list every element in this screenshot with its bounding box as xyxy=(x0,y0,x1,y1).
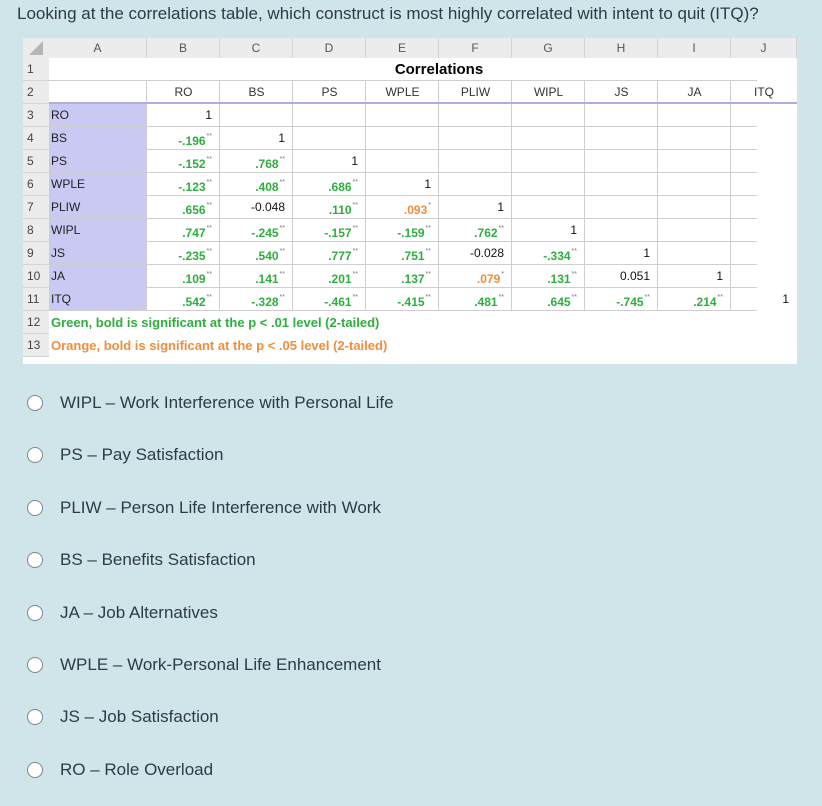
correlation-value: 1 xyxy=(782,292,789,306)
correlation-cell[interactable] xyxy=(512,219,577,242)
significance-marker: ** xyxy=(498,294,504,301)
column-header[interactable]: B xyxy=(147,38,220,58)
significance-marker: ** xyxy=(352,294,358,301)
column-header[interactable]: A xyxy=(49,38,147,58)
correlation-value: -.461 xyxy=(324,295,352,309)
radio-button[interactable] xyxy=(27,762,43,778)
correlation-cell[interactable] xyxy=(366,196,431,219)
row-header[interactable]: 1 xyxy=(23,58,49,81)
correlation-value: .408 xyxy=(255,180,279,194)
row-label[interactable]: PLIW xyxy=(51,200,81,214)
correlations-spreadsheet-image xyxy=(23,38,797,364)
column-header[interactable]: E xyxy=(366,38,439,58)
correlation-value: -.235 xyxy=(178,249,206,263)
row-header[interactable]: 5 xyxy=(23,150,49,173)
column-header[interactable]: H xyxy=(585,38,658,58)
correlation-cell[interactable] xyxy=(147,196,212,219)
row-header[interactable]: 8 xyxy=(23,219,49,242)
correlation-cell[interactable] xyxy=(147,173,212,196)
answer-option[interactable] xyxy=(27,442,527,468)
correlation-cell[interactable] xyxy=(147,150,212,173)
correlation-value: -.745 xyxy=(616,295,644,309)
column-label[interactable]: JA xyxy=(687,85,702,99)
correlation-value: .079 xyxy=(476,272,501,286)
correlation-value: .137 xyxy=(401,272,425,286)
question-text: Looking at the correlations table, which construct is most highly correlated with intent to quit (ITQ)? xyxy=(17,4,759,23)
correlation-cell[interactable] xyxy=(293,196,358,219)
correlation-value: .645 xyxy=(547,295,571,309)
row-label[interactable]: WPLE xyxy=(51,177,86,191)
correlation-cell[interactable] xyxy=(147,265,212,288)
significance-marker: ** xyxy=(206,225,212,232)
correlation-cell[interactable] xyxy=(585,288,650,311)
correlation-value: -.152 xyxy=(178,157,206,171)
correlation-value: .656 xyxy=(182,203,206,217)
correlation-cell[interactable] xyxy=(147,288,212,311)
row-label[interactable]: PS xyxy=(51,154,68,168)
significance-marker: ** xyxy=(279,271,285,278)
correlation-cell[interactable] xyxy=(147,104,212,127)
correlation-cell[interactable] xyxy=(220,265,285,288)
correlation-cell[interactable] xyxy=(220,288,285,311)
significance-marker: ** xyxy=(717,294,723,301)
correlation-value: .768 xyxy=(255,157,279,171)
answer-option-label[interactable]: RO – Role Overload xyxy=(60,760,214,779)
significance-marker: ** xyxy=(352,202,358,209)
correlation-value: .131 xyxy=(547,272,571,286)
row-label[interactable]: RO xyxy=(51,108,69,122)
correlation-cell[interactable] xyxy=(220,150,285,173)
correlation-value: .141 xyxy=(255,272,279,286)
row-label[interactable]: BS xyxy=(51,131,68,145)
correlation-value: 1 xyxy=(424,177,431,191)
significance-marker: ** xyxy=(206,133,212,140)
column-header[interactable]: D xyxy=(293,38,366,58)
correlation-value: .542 xyxy=(182,295,206,309)
answer-option[interactable] xyxy=(27,652,527,678)
significance-marker: ** xyxy=(206,179,212,186)
answer-option-label[interactable]: PS – Pay Satisfaction xyxy=(60,445,224,464)
correlation-cell[interactable] xyxy=(439,242,504,265)
row-label[interactable]: WIPL xyxy=(51,223,81,237)
correlation-value: .201 xyxy=(328,272,352,286)
column-header[interactable]: J xyxy=(731,38,797,58)
significance-note-green: Green, bold is significant at the p < .01 level (2-tailed) xyxy=(51,315,380,330)
correlation-cell[interactable] xyxy=(366,219,431,242)
row-header[interactable]: 6 xyxy=(23,173,49,196)
correlation-value: .540 xyxy=(255,249,279,263)
answer-option[interactable] xyxy=(27,757,527,783)
row-header[interactable]: 4 xyxy=(23,127,49,150)
column-label[interactable]: RO xyxy=(174,85,193,99)
radio-button[interactable] xyxy=(27,605,43,621)
grid-line xyxy=(730,81,731,311)
correlation-cell[interactable] xyxy=(439,196,504,219)
correlation-cell[interactable] xyxy=(585,242,650,265)
column-label[interactable]: BS xyxy=(248,85,265,99)
significance-marker: ** xyxy=(206,156,212,163)
correlation-cell[interactable] xyxy=(147,219,212,242)
correlation-value: -.157 xyxy=(324,226,352,240)
radio-button[interactable] xyxy=(27,552,43,568)
significance-marker: ** xyxy=(352,179,358,186)
correlation-value: -.123 xyxy=(178,180,206,194)
correlation-value: .214 xyxy=(693,295,717,309)
column-label[interactable]: WPLE xyxy=(385,85,420,99)
correlation-value: 1 xyxy=(643,246,650,260)
column-label[interactable]: WIPL xyxy=(533,85,564,99)
row-header[interactable]: 7 xyxy=(23,196,49,219)
significance-marker: ** xyxy=(206,294,212,301)
correlation-value: 0.051 xyxy=(619,269,650,283)
correlation-cell[interactable] xyxy=(293,265,358,288)
answer-option-label[interactable]: WIPL – Work Interference with Personal Life xyxy=(60,393,394,412)
answer-option-label[interactable]: WPLE – Work-Personal Life Enhancement xyxy=(60,655,381,674)
correlation-cell[interactable] xyxy=(658,288,723,311)
correlation-value: -.196 xyxy=(178,134,206,148)
row-label[interactable]: JS xyxy=(51,246,66,260)
answer-option-label[interactable]: JS – Job Satisfaction xyxy=(60,707,219,726)
select-all-corner[interactable] xyxy=(23,38,49,58)
correlation-value: -0.028 xyxy=(469,246,504,260)
significance-marker: ** xyxy=(425,225,431,232)
correlation-value: -0.048 xyxy=(250,200,285,214)
correlation-value: .777 xyxy=(328,249,352,263)
significance-marker: ** xyxy=(571,271,577,278)
correlation-cell[interactable] xyxy=(220,242,285,265)
significance-marker: ** xyxy=(425,294,431,301)
row-header[interactable]: 2 xyxy=(23,81,49,104)
correlation-cell[interactable] xyxy=(366,288,431,311)
correlation-cell[interactable] xyxy=(220,219,285,242)
correlation-cell[interactable] xyxy=(366,265,431,288)
significance-note-orange: Orange, bold is significant at the p < .05 level (2-tailed) xyxy=(51,338,388,353)
significance-marker: ** xyxy=(644,294,650,301)
correlation-cell[interactable] xyxy=(366,173,431,196)
correlation-value: .762 xyxy=(474,226,498,240)
significance-marker: ** xyxy=(425,271,431,278)
correlation-cell[interactable] xyxy=(512,288,577,311)
column-label[interactable]: JS xyxy=(614,85,629,99)
correlation-value: .093 xyxy=(403,203,428,217)
significance-marker: ** xyxy=(279,156,285,163)
correlation-cell[interactable] xyxy=(585,265,650,288)
correlation-value: -.415 xyxy=(397,295,425,309)
column-header[interactable]: F xyxy=(439,38,512,58)
column-header[interactable]: I xyxy=(658,38,731,58)
significance-marker: ** xyxy=(425,248,431,255)
significance-marker: ** xyxy=(571,248,577,255)
row-label[interactable]: JA xyxy=(51,269,66,283)
correlation-value: -.328 xyxy=(251,295,279,309)
correlation-cell[interactable] xyxy=(439,288,504,311)
radio-button[interactable] xyxy=(27,657,43,673)
significance-marker: ** xyxy=(352,271,358,278)
answer-option-label[interactable]: BS – Benefits Satisfaction xyxy=(60,550,256,569)
row-header[interactable]: 12 xyxy=(23,311,49,334)
row-header[interactable]: 10 xyxy=(23,265,49,288)
significance-marker: * xyxy=(428,202,431,209)
correlation-cell[interactable] xyxy=(293,219,358,242)
correlation-value: -.245 xyxy=(251,226,279,240)
significance-marker: ** xyxy=(571,294,577,301)
correlation-cell[interactable] xyxy=(147,242,212,265)
significance-marker: ** xyxy=(279,225,285,232)
correlation-cell[interactable] xyxy=(512,265,577,288)
significance-marker: ** xyxy=(279,248,285,255)
correlation-value: .110 xyxy=(328,203,352,217)
correlation-cell[interactable] xyxy=(293,242,358,265)
radio-button[interactable] xyxy=(27,500,43,516)
correlation-value: -.334 xyxy=(543,249,571,263)
significance-marker: * xyxy=(501,271,504,278)
correlation-cell[interactable] xyxy=(293,288,358,311)
row-header[interactable]: 13 xyxy=(23,334,49,357)
significance-marker: ** xyxy=(206,271,212,278)
answer-option-label[interactable]: JA – Job Alternatives xyxy=(60,603,218,622)
correlation-value: .686 xyxy=(328,180,352,194)
row-header[interactable]: 9 xyxy=(23,242,49,265)
column-label[interactable]: PLIW xyxy=(460,85,491,99)
significance-marker: ** xyxy=(206,202,212,209)
answer-option[interactable] xyxy=(27,547,527,573)
correlation-value: .747 xyxy=(182,226,206,240)
answer-option[interactable] xyxy=(27,600,527,626)
significance-marker: ** xyxy=(206,248,212,255)
correlation-value: .751 xyxy=(401,249,425,263)
correlation-cell[interactable] xyxy=(731,288,789,311)
row-label[interactable]: ITQ xyxy=(51,292,71,306)
column-label[interactable]: ITQ xyxy=(754,85,774,99)
column-label[interactable]: PS xyxy=(321,85,338,99)
significance-marker: ** xyxy=(279,179,285,186)
correlation-cell[interactable] xyxy=(439,265,504,288)
radio-button[interactable] xyxy=(27,447,43,463)
correlation-cell[interactable] xyxy=(220,127,285,150)
correlation-value: 1 xyxy=(497,200,504,214)
correlation-cell[interactable] xyxy=(439,219,504,242)
correlation-cell[interactable] xyxy=(366,242,431,265)
correlation-cell[interactable] xyxy=(293,173,358,196)
correlation-value: .109 xyxy=(182,272,206,286)
table-title: Correlations xyxy=(394,61,484,78)
answer-option[interactable] xyxy=(27,704,527,730)
row-header[interactable]: 3 xyxy=(23,104,49,127)
radio-button[interactable] xyxy=(27,709,43,725)
radio-button[interactable] xyxy=(27,395,43,411)
significance-marker: ** xyxy=(279,294,285,301)
correlation-value: 1 xyxy=(351,154,358,168)
significance-marker: ** xyxy=(498,225,504,232)
correlation-value: .481 xyxy=(474,295,498,309)
correlation-cell[interactable] xyxy=(293,150,358,173)
answer-option[interactable] xyxy=(27,390,527,416)
column-header[interactable]: G xyxy=(512,38,585,58)
significance-marker: ** xyxy=(352,248,358,255)
correlation-value: 1 xyxy=(716,269,723,283)
significance-marker: ** xyxy=(352,225,358,232)
column-header[interactable]: C xyxy=(220,38,293,58)
correlation-cell[interactable] xyxy=(658,265,723,288)
correlation-value: 1 xyxy=(278,131,285,145)
answer-option-label[interactable]: PLIW – Person Life Interference with Work xyxy=(60,498,381,517)
correlation-cell[interactable] xyxy=(147,127,212,150)
correlation-value: 1 xyxy=(205,108,212,122)
correlation-cell[interactable] xyxy=(220,196,285,219)
answer-option[interactable] xyxy=(27,495,527,521)
correlation-cell[interactable] xyxy=(220,173,285,196)
correlation-cell[interactable] xyxy=(512,242,577,265)
correlation-value: -.159 xyxy=(397,226,425,240)
row-header[interactable]: 11 xyxy=(23,288,49,311)
correlation-value: 1 xyxy=(570,223,577,237)
